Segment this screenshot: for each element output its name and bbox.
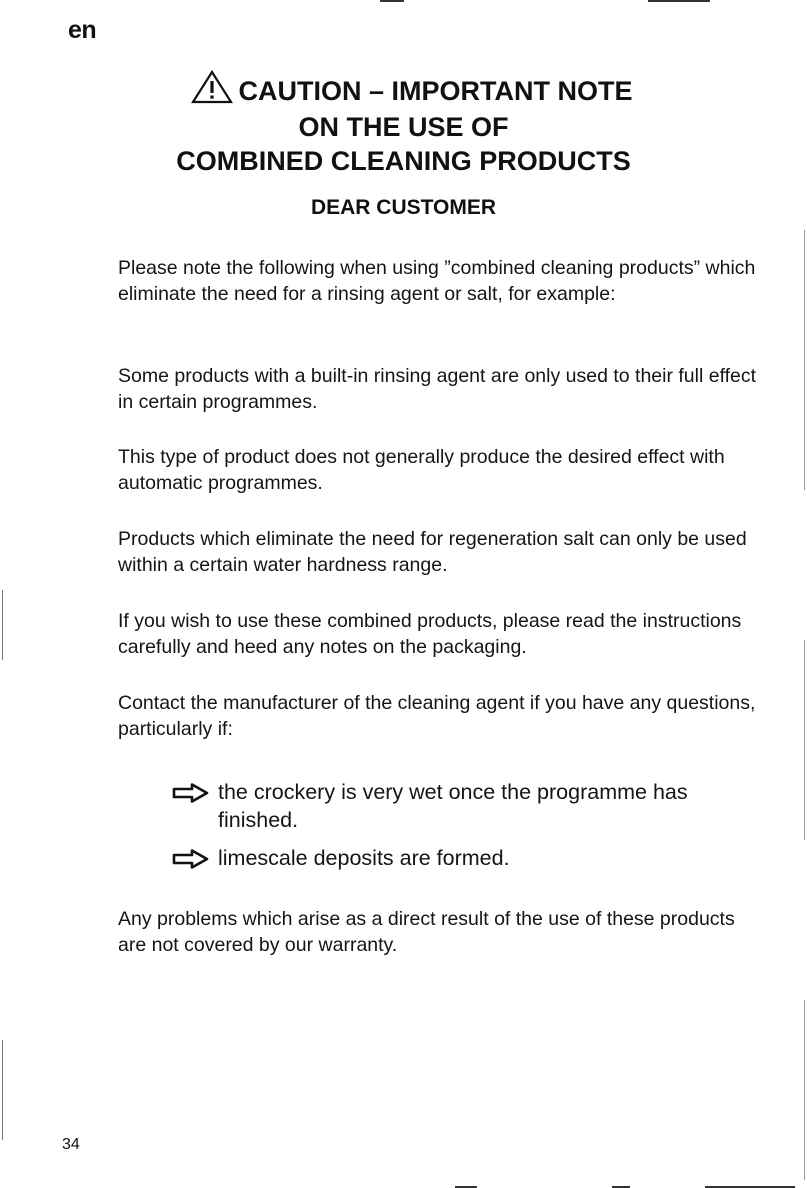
salutation: DEAR CUSTOMER [310,196,497,219]
heading-line-3: COMBINED CLEANING PRODUCTS [176,146,631,176]
paragraph-warranty: Any problems which arise as a direct result of the use of these products are not covered by our warranty. [118,908,735,956]
warning-triangle-icon [191,70,233,111]
caution-heading-text: CAUTION – IMPORTANT NOTE [238,76,633,106]
scan-edge-right [804,230,805,490]
scan-edge-left [2,590,3,660]
list-item [172,844,762,872]
heading-line-2: ON THE USE OF [298,112,509,142]
list-item [172,778,762,834]
list-item-text: limescale deposits are formed. [218,846,510,870]
paragraph-rinsing-agent: Some products with a built-in rinsing agent are only used to their full effect in certain programmes. [118,365,757,413]
language-tag: en [68,16,97,44]
paragraph-water-hardness: Products which eliminate the need for regeneration salt can only be used within a certain water hardness range. [118,528,747,576]
paragraph-automatic-programmes: This type of product does not generally produce the desired effect with automatic programmes. [118,446,725,494]
scan-edge-left [2,1040,3,1140]
list-item-text: the crockery is very wet once the programme has finished. [218,780,688,832]
paragraph-instructions: If you wish to use these combined products, please read the instructions carefully and heed any notes on the packaging. [118,610,742,658]
page-number: 34 [62,1136,80,1153]
scan-edge-top [648,0,710,2]
paragraph-intro: Please note the following when using ”combined cleaning products” which eliminate the need for a rinsing agent or salt, for example: [118,257,756,305]
scan-edge-top [380,0,404,2]
paragraph-contact-manufacturer: Contact the manufacturer of the cleaning agent if you have any questions, particularly if: [118,692,756,740]
outline-arrow-right-icon [172,782,210,802]
scan-edge-right [804,640,805,840]
outline-arrow-right-icon [172,848,210,868]
scan-edge-right [804,1000,805,1180]
caution-heading [0,70,807,111]
